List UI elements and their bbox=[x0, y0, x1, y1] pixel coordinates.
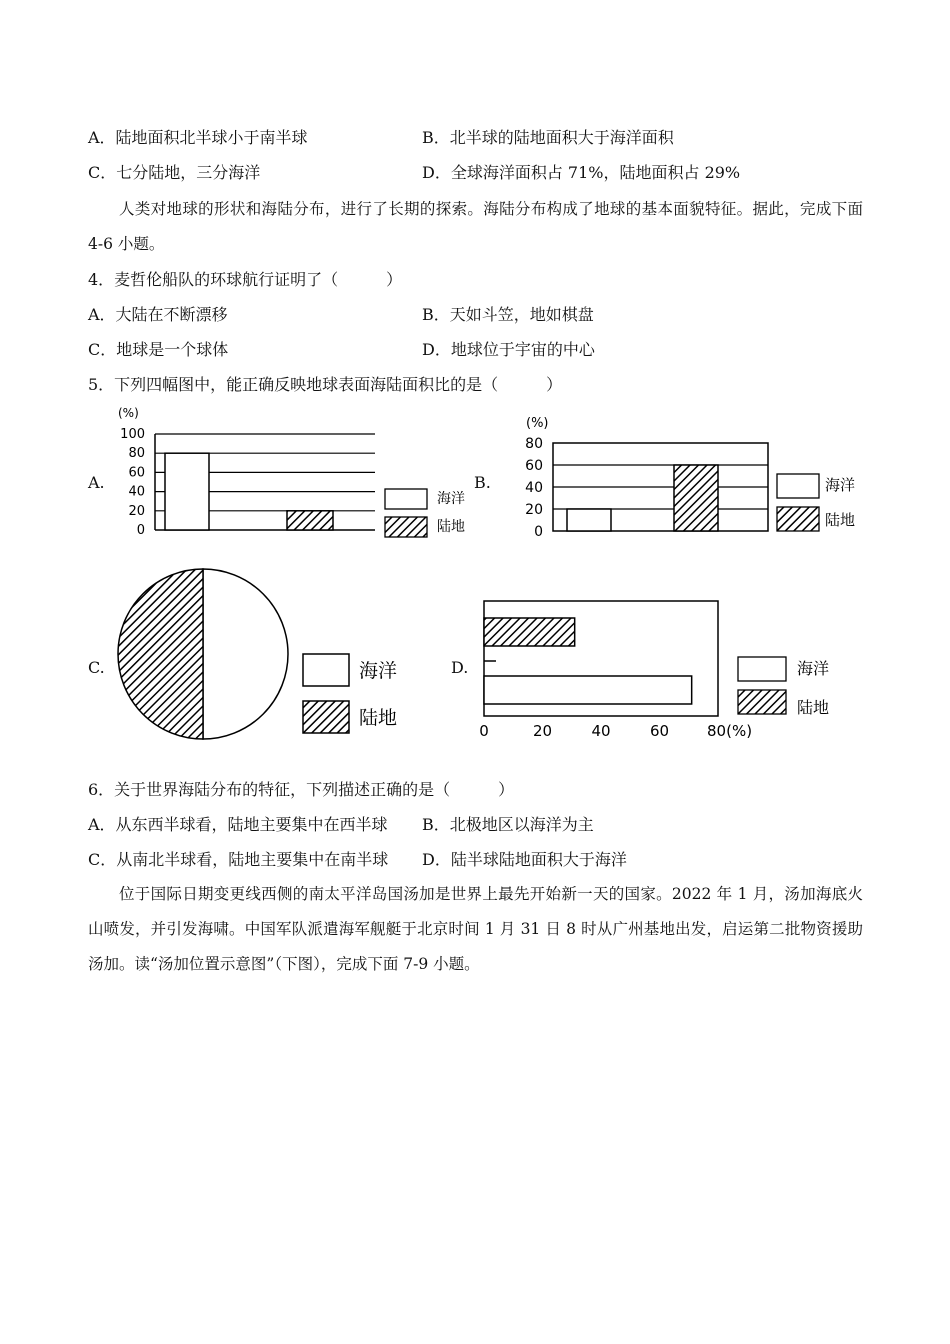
chart-c bbox=[118, 569, 288, 739]
chart-a-tick: 60 bbox=[128, 465, 145, 481]
chart-a-ylabel: (%) bbox=[118, 406, 139, 420]
intro-4-6: 人类对地球的形状和海陆分布，进行了长期的探索。海陆分布构成了地球的基本面貌特征。据此，完成下面 4-6 小题。 bbox=[88, 200, 863, 253]
q4-option-b: B．天如斗笠，地如棋盘 bbox=[422, 305, 594, 324]
chart-d-tick: 0 bbox=[479, 722, 489, 740]
q4-option-c: C．地球是一个球体 bbox=[88, 340, 229, 359]
chart-d-bar-land bbox=[484, 618, 575, 646]
intro-7-9: 位于国际日期变更线西侧的南太平洋岛国汤加是世界上最先开始新一天的国家。2022 年 1 月，汤加海底火山喷发，并引发海啸。中国军队派遣海军舰艇于北京时间 1 月 31 日 8 时从广州基地出发，启运第二批物资援助汤加。读“汤加位置示意图”（下图），完成下面 7-9 小题。 bbox=[88, 885, 863, 973]
legend-b-land-swatch bbox=[777, 507, 819, 531]
chart-b-ylabel: (%) bbox=[526, 416, 549, 431]
chart-b-bar-land bbox=[674, 465, 718, 531]
chart-a-tick: 0 bbox=[136, 523, 145, 538]
q5-label-a: A. bbox=[88, 473, 105, 492]
chart-a bbox=[118, 406, 375, 538]
legend-a-ocean-swatch bbox=[385, 489, 427, 509]
q5-label-c: C. bbox=[88, 658, 105, 677]
q3-option-a: A．陆地面积北半球小于南半球 bbox=[88, 128, 308, 147]
legend-b-ocean: 海洋 bbox=[825, 476, 856, 494]
chart-a-bar-ocean bbox=[165, 453, 209, 530]
q5-stem: 5．下列四幅图中，能正确反映地球表面海陆面积比的是（ ） bbox=[88, 375, 563, 394]
q6-option-c: C．从南北半球看，陆地主要集中在南半球 bbox=[88, 850, 389, 869]
legend-d-ocean-swatch bbox=[738, 657, 786, 681]
q5-label-d: D. bbox=[451, 658, 469, 677]
legend-a-ocean: 海洋 bbox=[437, 491, 465, 507]
chart-d-bar-ocean bbox=[484, 676, 692, 704]
q6-option-a: A．从东西半球看，陆地主要集中在西半球 bbox=[88, 815, 388, 834]
legend-c-land: 陆地 bbox=[359, 707, 398, 729]
chart-b-tick: 40 bbox=[525, 480, 543, 496]
q6-option-b: B．北极地区以海洋为主 bbox=[422, 815, 594, 834]
chart-b-tick: 60 bbox=[525, 458, 543, 474]
chart-b-tick: 20 bbox=[525, 502, 543, 518]
legend-c-land-swatch bbox=[303, 701, 349, 733]
q4-option-a: A．大陆在不断漂移 bbox=[88, 305, 228, 324]
chart-d-tick: 20 bbox=[532, 722, 553, 740]
legend-b-land: 陆地 bbox=[825, 511, 856, 529]
q3-option-c: C．七分陆地，三分海洋 bbox=[88, 163, 261, 182]
q6-stem: 6．关于世界海陆分布的特征，下列描述正确的是（ ） bbox=[88, 780, 515, 799]
chart-b-bar-ocean bbox=[567, 509, 611, 531]
legend-c-ocean-swatch bbox=[303, 654, 349, 686]
chart-d bbox=[479, 601, 752, 740]
q4-option-d: D．地球位于宇宙的中心 bbox=[422, 340, 595, 359]
legend-a-land: 陆地 bbox=[437, 519, 465, 535]
legend-b-ocean-swatch bbox=[777, 474, 819, 498]
chart-c-slice-land bbox=[118, 569, 203, 739]
q3-option-d: D．全球海洋面积占 71%，陆地面积占 29% bbox=[422, 163, 741, 182]
chart-b-tick: 80 bbox=[525, 436, 543, 452]
chart-a-tick: 20 bbox=[128, 503, 145, 519]
chart-a-tick: 80 bbox=[128, 446, 145, 462]
legend-d-ocean: 海洋 bbox=[797, 659, 830, 678]
chart-b bbox=[525, 416, 768, 540]
q5-label-b: B. bbox=[474, 473, 491, 492]
chart-b-tick: 0 bbox=[534, 524, 543, 540]
chart-a-tick: 100 bbox=[120, 427, 145, 442]
chart-d-tick: 60 bbox=[649, 722, 670, 740]
chart-d-tick: 80(%) bbox=[707, 722, 753, 740]
chart-c-slice-ocean bbox=[203, 569, 288, 739]
legend-d-land: 陆地 bbox=[797, 698, 830, 717]
legend-c-ocean: 海洋 bbox=[359, 660, 398, 682]
legend-a-land-swatch bbox=[385, 517, 427, 537]
chart-a-tick: 40 bbox=[128, 484, 145, 500]
chart-a-bar-land bbox=[287, 511, 333, 530]
chart-d-tick: 40 bbox=[591, 722, 611, 740]
q6-option-d: D．陆半球陆地面积大于海洋 bbox=[422, 850, 627, 869]
q4-stem: 4．麦哲伦船队的环球航行证明了（ ） bbox=[88, 270, 403, 289]
q3-option-b: B．北半球的陆地面积大于海洋面积 bbox=[422, 128, 674, 147]
legend-d-land-swatch bbox=[738, 690, 786, 714]
